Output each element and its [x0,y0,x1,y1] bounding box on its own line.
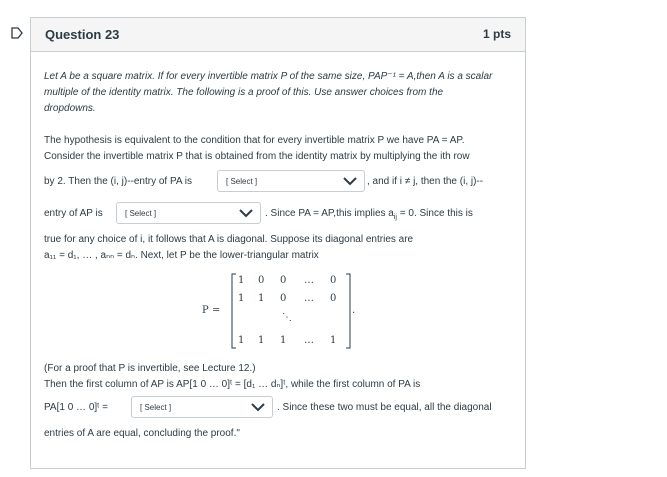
proof-line-6: a₁₁ = d₁, … , aₙₙ = dₙ. Next, let P be the lower-triangular matrix [44,250,319,261]
proof-line-4b-text: . Since PA = AP,this implies a [265,208,394,219]
chevron-down-icon [238,206,254,220]
chevron-down-icon [250,400,266,414]
m-r4c2: 1 [258,335,265,346]
proof-line-1: The hypothesis is equivalent to the condition that for every invertible matrix P we have PA = AP. [44,135,465,146]
select-2-label: [ Select ] [125,209,157,218]
m-r2c1: 1 [238,293,245,304]
m-r4c1: 1 [238,335,245,346]
m-r4c4: … [304,335,314,346]
question-header [31,18,525,52]
select-1-label: [ Select ] [226,177,258,186]
select-3-label: [ Select ] [140,403,172,412]
question-points: 1 pts [482,27,511,41]
chevron-down-icon [342,174,358,188]
m-diag: ⋱ [282,312,292,323]
question-intro [44,69,496,117]
proof-line-3a: by 2. Then the (i, j)--entry of PA is [44,176,193,187]
proof-line-9a: PA[1 0 … 0]ᵗ = [44,402,108,413]
flag-icon[interactable] [10,26,24,40]
proof-line-9b: . Since these two must be equal, all the diagonal [277,402,492,413]
proof-line-2: Consider the invertible matrix P that is obtained from the identity matrix by multiplying the ith row [44,151,470,162]
select-1[interactable] [217,170,365,192]
m-r1c5: 0 [330,275,337,286]
select-2[interactable] [116,202,261,224]
m-r1c2: 0 [258,275,265,286]
proof-line-3b: , and if i ≠ j, then the (i, j)-- [367,176,484,187]
m-r2c5: 0 [330,293,337,304]
proof-line-10: entries of A are equal, concluding the proof." [44,428,240,439]
matrix-label: P = [202,305,221,316]
intro-text: Let A be a square matrix. If for every invertible matrix P of the same size, PAP⁻¹ = A,then A is a scalar multiple of the identity matrix. The following is a proof of this. Use answer choices from the dropdowns. [44,71,493,114]
proof-line-4b [265,208,473,221]
proof-line-5: true for any choice of i, it follows that A is diagonal. Suppose its diagonal entries are [44,234,414,245]
proof-line-8: Then the first column of AP is AP[1 0 … 0]ᵗ = [d₁ … dₙ]ᵗ, while the first column of PA is [44,379,421,390]
m-r1c4: … [304,275,314,286]
matrix-p [200,272,360,352]
m-r2c4: … [304,293,314,304]
m-r4c3: 1 [280,335,287,346]
proof-line-7: (For a proof that P is invertible, see Lecture 12.) [44,363,256,374]
question-title: Question 23 [45,27,120,42]
m-r1c1: 1 [238,275,245,286]
matrix-period: . [352,305,356,316]
m-r2c2: 1 [258,293,265,304]
m-r1c3: 0 [280,275,287,286]
m-r2c3: 0 [280,293,287,304]
subscript-ij: ij [393,214,397,221]
proof-line-4a: entry of AP is [44,208,103,219]
m-r4c5: 1 [330,335,337,346]
select-3[interactable] [131,396,273,418]
proof-line-4c-text: = 0. Since this is [397,208,473,219]
